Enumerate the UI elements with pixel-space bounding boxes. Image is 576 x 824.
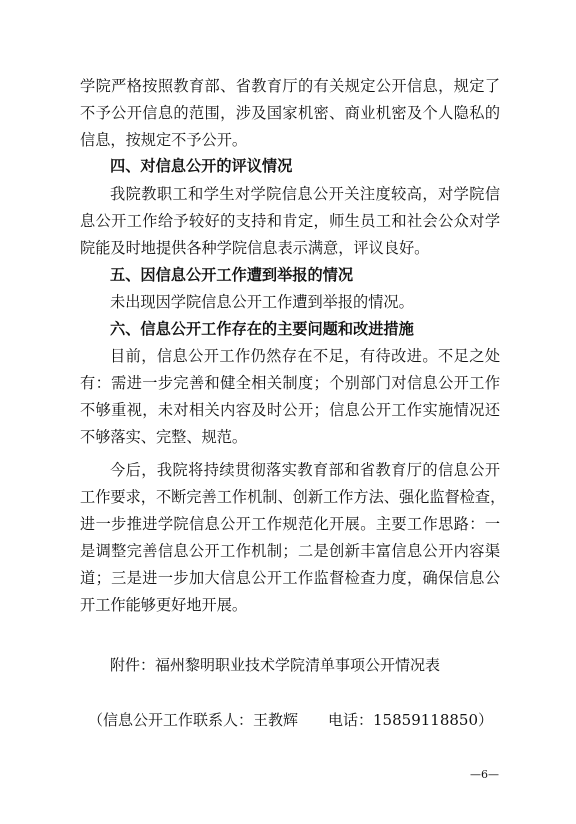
paragraph-intro-line-2: 不予公开信息的范围，涉及国家机密、商业机密及个人隐私的 (80, 104, 500, 122)
section-6-para2-line-3: 进一步推进学院信息公开工作规范化开展。主要工作思路：一 (80, 515, 500, 533)
contact-line (88, 710, 493, 730)
section-4-line-1: 我院教职工和学生对学院信息公开关注度较高，对学院信 (110, 185, 500, 203)
section-4-heading: 四、对信息公开的评议情况 (110, 157, 293, 175)
paragraph-intro-line-3: 信息，按规定不予公开。 (80, 131, 248, 149)
section-5-heading: 五、因信息公开工作遭到举报的情况 (110, 266, 353, 284)
paragraph-intro-line-1: 学院严格按照教育部、省教育厅的有关规定公开信息，规定了 (80, 77, 500, 95)
section-6-para2-line-2: 工作要求，不断完善工作机制、创新工作方法、强化监督检查， (80, 488, 506, 506)
section-6-para1-line-4: 不够落实、完整、规范。 (80, 428, 248, 446)
contact-phone: 电话：15859118850） (328, 711, 493, 729)
section-6-para2-line-1: 今后，我院将持续贯彻落实教育部和省教育厅的信息公开 (110, 461, 500, 479)
attachment-note: 附件：福州黎明职业技术学院清单事项公开情况表 (110, 656, 441, 674)
section-4-line-3: 院能及时地提供各种学院信息表示满意，评议良好。 (80, 239, 430, 257)
section-6-para1-line-3: 不够重视，未对相关内容及时公开；信息公开工作实施情况还 (80, 401, 500, 419)
section-6-para2-line-4: 是调整完善信息公开工作机制；二是创新丰富信息公开内容渠 (80, 542, 500, 560)
section-6-para2-line-5: 道；三是进一步加大信息公开工作监督检查力度，确保信息公 (80, 569, 500, 587)
section-4-line-2: 息公开工作给予较好的支持和肯定，师生员工和社会公众对学 (80, 212, 500, 230)
section-6-heading: 六、信息公开工作存在的主要问题和改进措施 (110, 320, 414, 338)
section-5-line-1: 未出现因学院信息公开工作遭到举报的情况。 (110, 293, 414, 311)
contact-person: （信息公开工作联系人：王教辉 (88, 711, 299, 729)
section-6-para1-line-1: 目前，信息公开工作仍然存在不足，有待改进。不足之处 (110, 347, 500, 365)
section-6-para1-line-2: 有：需进一步完善和健全相关制度；个别部门对信息公开工作 (80, 374, 500, 392)
page-number: —6— (470, 768, 499, 781)
section-6-para2-line-6: 开工作能够更好地开展。 (80, 596, 248, 614)
